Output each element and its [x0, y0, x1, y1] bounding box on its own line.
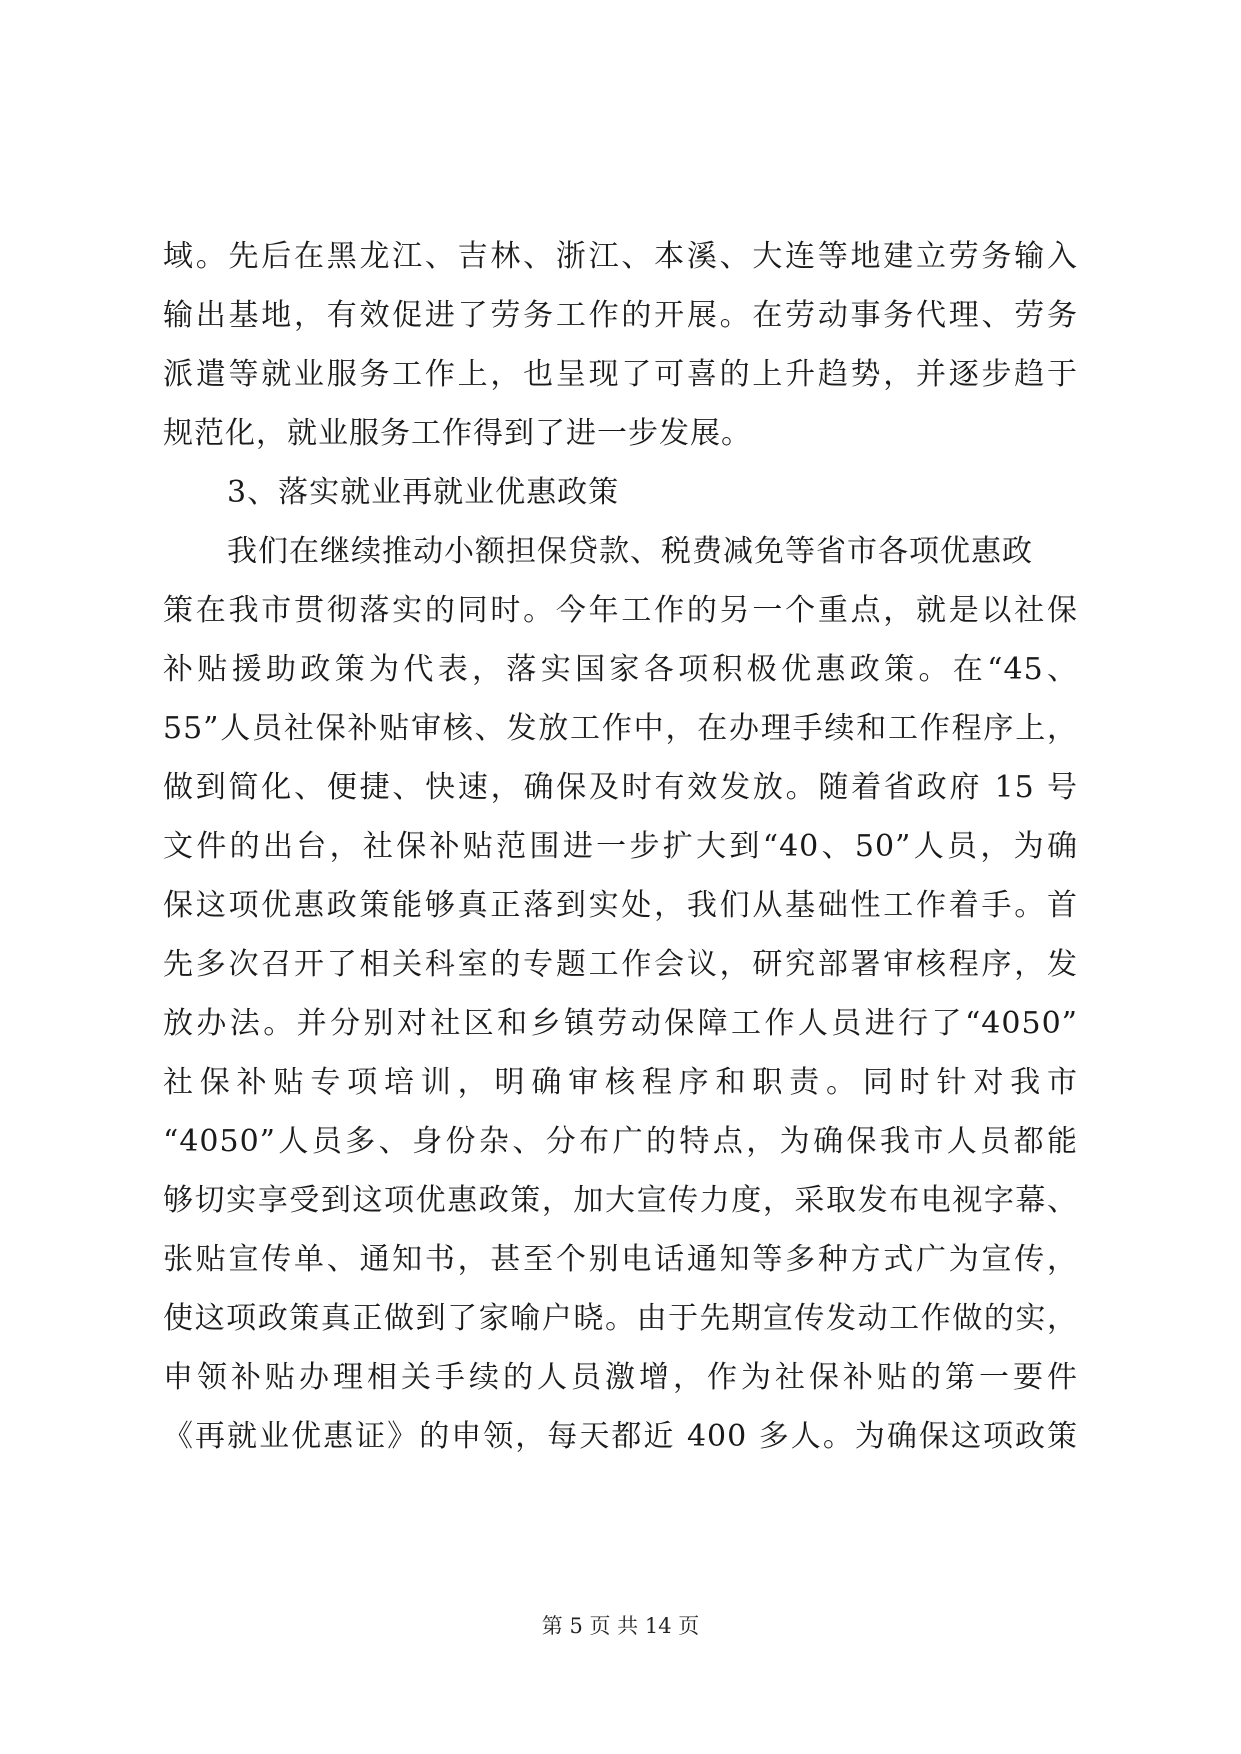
text-line: 域。先后在黑龙江、吉林、浙江、本溪、大连等地建立劳务输入 — [163, 239, 1078, 274]
text-line: 55”人员社保补贴审核、发放工作中，在办理手续和工作程序上， — [163, 711, 1078, 746]
text-line: 我们在继续推动小额担保贷款、税费减免等省市各项优惠政 — [227, 534, 1033, 569]
text-line: 先多次召开了相关科室的专题工作会议，研究部署审核程序，发 — [163, 947, 1078, 982]
text-line: 策在我市贯彻落实的同时。今年工作的另一个重点，就是以社保 — [163, 593, 1078, 628]
text-line: 够切实享受到这项优惠政策，加大宣传力度，采取发布电视字幕、 — [163, 1183, 1078, 1218]
text-line: 输出基地，有效促进了劳务工作的开展。在劳动事务代理、劳务 — [163, 298, 1078, 333]
text-line: 社保补贴专项培训，明确审核程序和职责。同时针对我市 — [163, 1065, 1078, 1100]
text-line: 使这项政策真正做到了家喻户晓。由于先期宣传发动工作做的实， — [163, 1301, 1078, 1336]
text-line: 文件的出台，社保补贴范围进一步扩大到“40、50”人员，为确 — [163, 829, 1078, 864]
text-line: 保这项优惠政策能够真正落到实处，我们从基础性工作着手。首 — [163, 888, 1078, 923]
text-line: 规范化，就业服务工作得到了进一步发展。 — [163, 416, 752, 451]
text-line: 《再就业优惠证》的申领，每天都近 400 多人。为确保这项政策 — [163, 1419, 1078, 1454]
section-heading: 3、落实就业再就业优惠政策 — [227, 475, 620, 510]
text-line: 补贴援助政策为代表，落实国家各项积极优惠政策。在“45、 — [163, 652, 1078, 687]
text-line: 申领补贴办理相关手续的人员激增，作为社保补贴的第一要件 — [163, 1360, 1078, 1395]
text-line: “4050”人员多、身份杂、分布广的特点，为确保我市人员都能 — [163, 1124, 1078, 1159]
text-line: 做到简化、便捷、快速，确保及时有效发放。随着省政府 15 号 — [163, 770, 1078, 805]
page-footer: 第 5 页 共 14 页 — [541, 1614, 700, 1638]
body-text — [163, 227, 1078, 1466]
text-line: 派遣等就业服务工作上，也呈现了可喜的上升趋势，并逐步趋于 — [163, 357, 1078, 392]
text-line: 放办法。并分别对社区和乡镇劳动保障工作人员进行了“4050” — [163, 1006, 1078, 1041]
text-line: 张贴宣传单、通知书，甚至个别电话通知等多种方式广为宣传， — [163, 1242, 1078, 1277]
